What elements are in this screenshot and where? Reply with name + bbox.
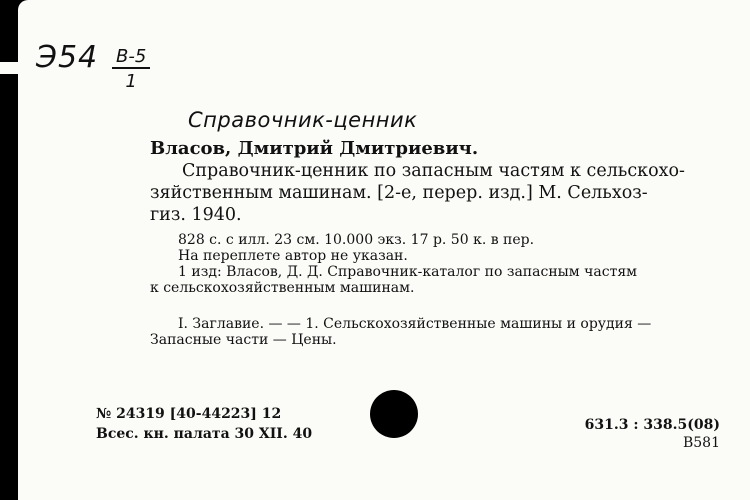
call-mark-lead: Э54	[36, 40, 99, 75]
call-mark	[36, 40, 147, 92]
catalog-card	[18, 0, 750, 500]
handwritten-title: Справочник-ценник	[188, 108, 418, 132]
title-description	[150, 160, 742, 226]
registry-number: № 24319 [40-44223] 12	[96, 406, 282, 422]
description-line: зяйственным машинам. [2-е, перер. изд.] М. Сельхоз-	[150, 183, 648, 203]
classification-code: 631.3 : 338.5(08)	[584, 417, 720, 433]
call-mark-fraction	[112, 46, 150, 92]
subject-line: I. Заглавие. — — 1. Сельскохозяйственные машины и орудия —	[178, 316, 652, 332]
details-line: к сельскохозяйственным машинам.	[150, 280, 415, 296]
punch-hole	[370, 390, 418, 438]
description-line: гиз. 1940.	[150, 205, 242, 225]
subject-line: Запасные части — Цены.	[150, 332, 337, 348]
description-line: Справочник-ценник по запасным частям к сельскохо-	[182, 161, 685, 181]
subject-headings	[150, 316, 742, 348]
card-footer-right	[585, 416, 720, 452]
call-mark-denominator: 1	[125, 71, 137, 92]
author-code: В581	[682, 435, 720, 451]
details-line: 828 с. с илл. 23 см. 10.000 экз. 17 р. 50 к. в пер.	[178, 232, 535, 248]
details-line: 1 изд: Власов, Д. Д. Справочник-каталог по запасным частям	[178, 264, 638, 280]
call-mark-numerator: В-5	[112, 46, 150, 69]
chamber-date: Всес. кн. палата 30 XII. 40	[96, 426, 313, 442]
card-edge-strip	[0, 62, 18, 74]
card-footer-left	[96, 404, 312, 444]
details-line: На переплете автор не указан.	[178, 248, 408, 264]
author-heading: Власов, Дмитрий Дмитриевич.	[150, 138, 479, 159]
bibliographic-details	[150, 232, 742, 296]
